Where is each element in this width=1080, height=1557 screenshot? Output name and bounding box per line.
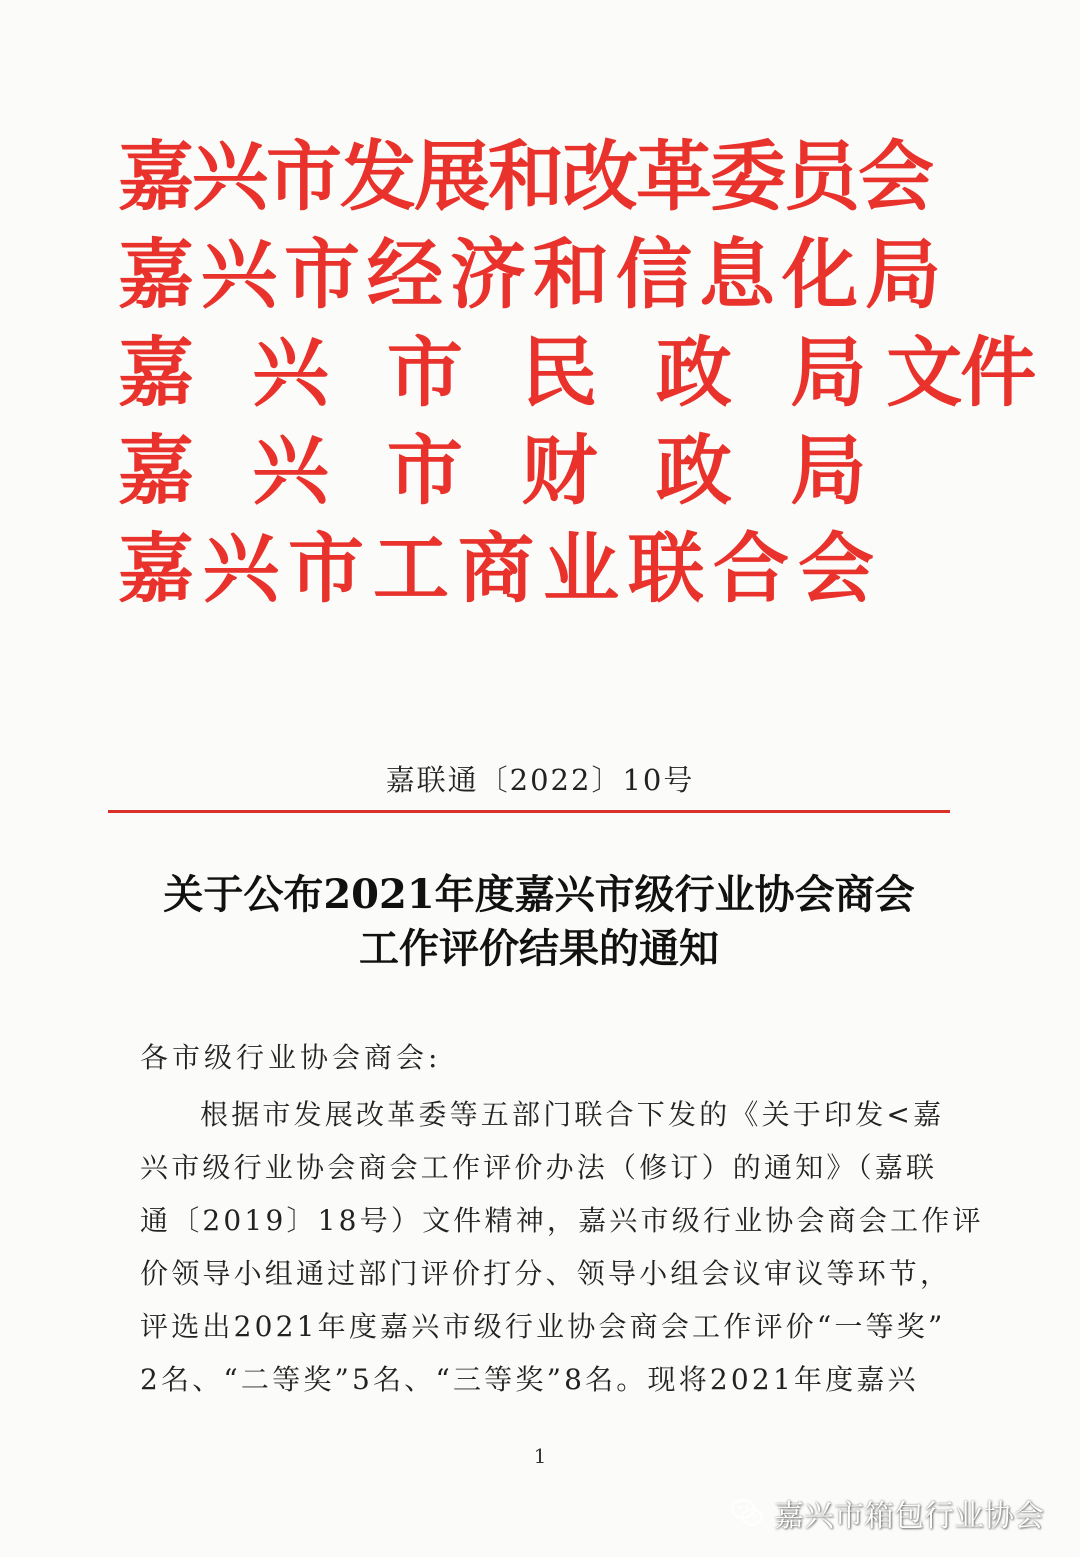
notice-title-line-2: 工作评价结果的通知 bbox=[359, 925, 719, 972]
issuing-authorities-header bbox=[118, 128, 1035, 618]
issuer-line-3 bbox=[118, 324, 1035, 422]
red-divider-line bbox=[108, 810, 950, 813]
body-line-1: 根据市发展改革委等五部门联合下发的《关于印发<嘉 bbox=[200, 1098, 945, 1131]
notice-title-line-1: 关于公布2021年度嘉兴市级行业协会商会 bbox=[163, 871, 915, 918]
body-line-4: 价领导小组通过部门评价打分、领导小组会议审议等环节， bbox=[140, 1257, 952, 1290]
salutation: 各市级行业协会商会: bbox=[140, 1041, 442, 1074]
notice-body bbox=[140, 1088, 984, 1406]
issuer-line-4: 嘉 兴 市 财 政 局 bbox=[118, 426, 883, 515]
body-line-5: 评选出2021年度嘉兴市级行业协会商会工作评价“一等奖” bbox=[140, 1310, 946, 1343]
body-line-6: 2名、“二等奖”5名、“三等奖”8名。现将2021年度嘉兴 bbox=[140, 1363, 919, 1396]
issuer-line-2: 嘉兴市经济和信息化局 bbox=[118, 230, 948, 319]
body-line-2: 兴市级行业协会商会工作评价办法（修订）的通知》（嘉联 bbox=[140, 1151, 938, 1184]
body-line-3: 通〔2019〕18号）文件精神，嘉兴市级行业协会商会工作评 bbox=[140, 1204, 984, 1237]
notice-title bbox=[108, 868, 970, 976]
issuer-suffix-wenjian: 文件 bbox=[886, 328, 1035, 417]
issuer-line-1: 嘉兴市发展和改革委员会 bbox=[118, 132, 932, 221]
watermark-text: 嘉兴市箱包行业协会 bbox=[774, 1499, 1044, 1534]
document-number: 嘉联通〔2022〕10号 bbox=[385, 763, 695, 797]
wechat-watermark bbox=[730, 1491, 1044, 1535]
wechat-icon bbox=[730, 1496, 764, 1530]
page-number: 1 bbox=[533, 1444, 547, 1468]
issuer-line-3-name: 嘉 兴 市 民 政 局 bbox=[118, 328, 883, 417]
issuer-line-5: 嘉兴市工商业联合会 bbox=[118, 524, 883, 613]
